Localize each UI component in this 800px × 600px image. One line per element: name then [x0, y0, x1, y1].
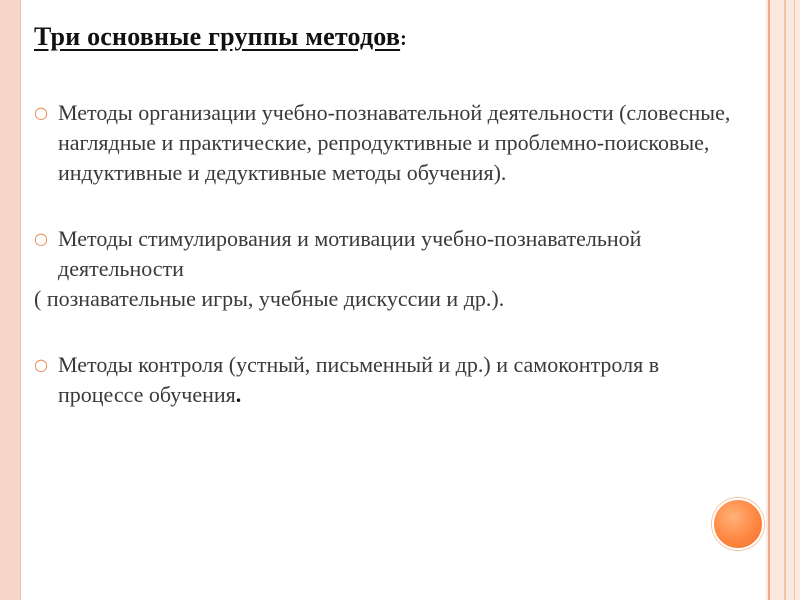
- left-border-decoration: [0, 0, 21, 600]
- list-item: [34, 224, 734, 284]
- slide-title-colon: :: [400, 28, 407, 50]
- right-border-line: [768, 0, 770, 600]
- list-item-text: Методы контроля (устный, письменный и др.) и самоконтроля в процессе обучения: [58, 352, 660, 407]
- list-item-continuation: ( познавательные игры, учебные дискуссии и др.).: [34, 286, 505, 311]
- list-item: [34, 98, 734, 188]
- slide-content: [34, 98, 734, 410]
- list-item: [34, 350, 734, 410]
- list-item-text: Методы организации учебно-познавательной деятельности (словесные, наглядные и практические, репродуктивные и проблемно-поисковые, индуктивные и дедуктивные методы обучения).: [58, 100, 731, 185]
- list-item-text: Методы стимулирования и мотивации учебно-познавательной деятельности: [58, 226, 642, 281]
- right-border-line-outer: [794, 0, 795, 600]
- bullet-icon: ○: [34, 355, 48, 374]
- right-border-line-inner: [784, 0, 786, 600]
- bullet-icon: ○: [34, 103, 48, 122]
- slide-title-text: Три основные группы методов: [34, 22, 401, 51]
- orange-circle-decoration: [712, 498, 764, 550]
- list-item-end-mark: .: [235, 382, 242, 407]
- slide-title: [34, 22, 407, 52]
- bullet-icon: ○: [34, 229, 48, 248]
